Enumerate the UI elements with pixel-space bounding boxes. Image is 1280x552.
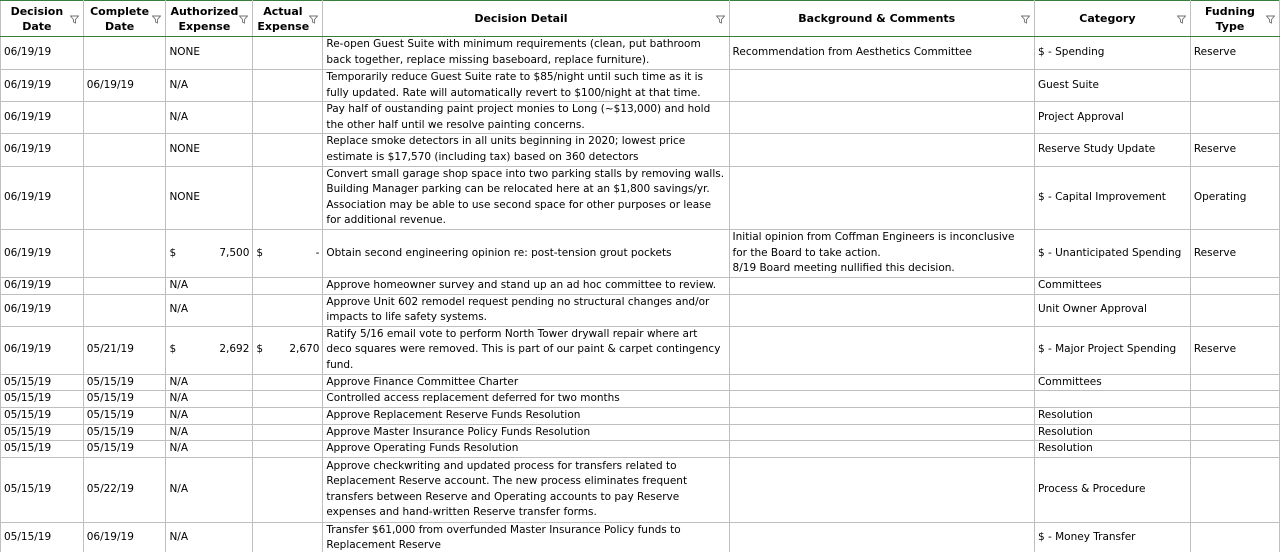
filter-dropdown-icon[interactable] [1266,15,1275,24]
currency-symbol: $ [169,246,177,259]
actual-expense-cell[interactable] [253,522,323,552]
decision-date-cell[interactable]: 06/19/19 [1,166,84,229]
column-header-complete-date [83,1,166,37]
table-row [1,70,1280,102]
decision-date-cell[interactable]: 06/19/19 [1,294,84,326]
background-comments-cell[interactable] [729,102,1034,134]
background-comments-cell[interactable] [729,457,1034,522]
category-cell[interactable] [1034,391,1190,408]
authorized-expense-cell[interactable]: N/A [166,457,253,522]
decision-detail-cell[interactable]: Approve checkwriting and updated process for transfers related to Replacement Reserve account. The new process eliminates frequent transfers between Reserve and Operating accounts to pay Reserve expenses and hand-written Reserve transfer forms. [323,457,729,522]
decision-detail-cell[interactable]: Approve Operating Funds Resolution [323,441,729,458]
decision-detail-cell[interactable]: Approve Finance Committee Charter [323,374,729,391]
background-comments-cell[interactable] [729,391,1034,408]
funding-type-cell[interactable] [1190,102,1279,134]
complete-date-cell[interactable] [83,229,166,277]
decision-date-cell[interactable]: 05/15/19 [1,391,84,408]
category-cell[interactable]: Unit Owner Approval [1034,294,1190,326]
category-cell[interactable]: Committees [1034,374,1190,391]
background-comments-cell[interactable] [729,522,1034,552]
table-row [1,424,1280,441]
decision-date-cell[interactable]: 06/19/19 [1,70,84,102]
complete-date-cell[interactable] [83,166,166,229]
complete-date-cell[interactable]: 06/19/19 [83,70,166,102]
funding-type-cell[interactable] [1190,277,1279,294]
funding-type-cell[interactable] [1190,294,1279,326]
actual-expense-cell[interactable] [253,424,323,441]
complete-date-cell[interactable]: 05/15/19 [83,407,166,424]
actual-expense-cell[interactable] [253,70,323,102]
decision-date-cell[interactable]: 05/15/19 [1,374,84,391]
funding-type-cell[interactable]: Reserve [1190,134,1279,166]
header-row [1,1,1280,37]
decision-detail-cell[interactable]: Approve homeowner survey and stand up an ad hoc committee to review. [323,277,729,294]
funding-type-cell[interactable] [1190,522,1279,552]
funding-type-cell[interactable]: Reserve [1190,37,1279,70]
category-cell[interactable]: Resolution [1034,441,1190,458]
funding-type-cell[interactable]: Operating [1190,166,1279,229]
actual-expense-cell[interactable] [253,37,323,70]
table-row [1,277,1280,294]
column-header-actual-expense [253,1,323,37]
table-row [1,134,1280,166]
decision-detail-cell[interactable]: Approve Master Insurance Policy Funds Resolution [323,424,729,441]
decision-detail-cell[interactable]: Controlled access replacement deferred for two months [323,391,729,408]
complete-date-cell[interactable]: 05/15/19 [83,391,166,408]
category-cell[interactable]: Process & Procedure [1034,457,1190,522]
decision-date-cell[interactable]: 05/15/19 [1,407,84,424]
column-header-label: Authorized Expense [170,4,239,33]
column-header-label: Category [1079,12,1136,25]
table-body [1,37,1280,552]
complete-date-cell[interactable]: 05/15/19 [83,441,166,458]
authorized-expense-cell[interactable]: N/A [166,424,253,441]
background-comments-cell[interactable] [729,70,1034,102]
column-header-label: Actual Expense [257,4,310,33]
category-cell[interactable]: $ - Spending [1034,37,1190,70]
actual-expense-cell[interactable] [253,294,323,326]
actual-expense-cell[interactable] [253,229,323,277]
actual-expense-cell[interactable] [253,391,323,408]
actual-expense-cell[interactable] [253,134,323,166]
decision-detail-cell[interactable]: Temporarily reduce Guest Suite rate to $85/night until such time as it is fully updated. Rate will automatically revert to $100/night at that time. [323,70,729,102]
column-header-decision-date [1,1,84,37]
actual-expense-cell[interactable] [253,374,323,391]
authorized-expense-cell[interactable]: NONE [166,166,253,229]
background-comments-cell[interactable] [729,374,1034,391]
complete-date-cell[interactable] [83,277,166,294]
actual-expense-cell[interactable] [253,407,323,424]
decision-date-cell[interactable]: 05/15/19 [1,522,84,552]
decision-detail-cell[interactable]: Obtain second engineering opinion re: post-tension grout pockets [323,229,729,277]
authorized-expense-cell[interactable]: N/A [166,102,253,134]
filter-dropdown-icon[interactable] [239,15,248,24]
table-row [1,326,1280,374]
decision-date-cell[interactable]: 06/19/19 [1,277,84,294]
table-row [1,37,1280,70]
authorized-expense-cell[interactable]: N/A [166,407,253,424]
authorized-expense-cell[interactable]: N/A [166,294,253,326]
funding-type-cell[interactable] [1190,441,1279,458]
complete-date-cell[interactable] [83,102,166,134]
category-cell[interactable]: Guest Suite [1034,70,1190,102]
funding-type-cell[interactable] [1190,457,1279,522]
actual-expense-cell[interactable] [253,457,323,522]
amount-value: - [315,246,320,259]
filter-dropdown-icon[interactable] [1177,15,1186,24]
column-header-decision-detail [323,1,729,37]
decision-date-cell[interactable]: 06/19/19 [1,37,84,70]
amount-value: 2,670 [289,343,320,356]
actual-expense-cell[interactable] [253,277,323,294]
currency-symbol: $ [256,343,264,356]
filter-dropdown-icon[interactable] [1021,15,1030,24]
filter-dropdown-icon[interactable] [309,15,318,24]
category-cell[interactable]: $ - Money Transfer [1034,522,1190,552]
table-row [1,441,1280,458]
category-cell[interactable]: Resolution [1034,407,1190,424]
funding-type-cell[interactable]: Reserve [1190,229,1279,277]
decision-date-cell[interactable]: 06/19/19 [1,229,84,277]
background-comments-cell[interactable] [729,166,1034,229]
authorized-expense-cell[interactable]: N/A [166,391,253,408]
category-cell[interactable]: $ - Capital Improvement [1034,166,1190,229]
amount-value: 7,500 [219,246,250,259]
decision-date-cell[interactable]: 06/19/19 [1,102,84,134]
actual-expense-cell[interactable] [253,102,323,134]
authorized-expense-cell[interactable] [166,326,253,374]
background-comments-cell[interactable] [729,277,1034,294]
authorized-expense-cell[interactable]: NONE [166,37,253,70]
background-comments-cell[interactable] [729,326,1034,374]
decision-detail-cell[interactable]: Transfer $61,000 from overfunded Master Insurance Policy funds to Replacement Reserve [323,522,729,552]
decision-detail-cell[interactable]: Convert small garage shop space into two parking stalls by removing walls. Building Manager parking can be relocated here at an $1,800 savings/yr. Association may be able to use second space for other purposes or lease for additional revenue. [323,166,729,229]
decision-date-cell[interactable]: 06/19/19 [1,134,84,166]
amount-value: 2,692 [219,343,250,356]
currency-symbol: $ [256,246,264,259]
complete-date-cell[interactable]: 06/19/19 [83,522,166,552]
column-header-label: Complete Date [90,4,150,33]
decision-detail-cell[interactable]: Re-open Guest Suite with minimum requirements (clean, put bathroom back together, replace missing baseboard, replace furniture). [323,37,729,70]
funding-type-cell[interactable] [1190,424,1279,441]
decision-date-cell[interactable]: 05/15/19 [1,424,84,441]
category-cell[interactable]: $ - Major Project Spending [1034,326,1190,374]
funding-type-cell[interactable] [1190,391,1279,408]
background-comments-cell[interactable] [729,134,1034,166]
decision-detail-cell[interactable]: Pay half of oustanding paint project monies to Long (~$13,000) and hold the other half until we resolve painting concerns. [323,102,729,134]
filter-dropdown-icon[interactable] [152,15,161,24]
funding-type-cell[interactable] [1190,374,1279,391]
complete-date-cell[interactable]: 05/15/19 [83,374,166,391]
currency-symbol: $ [169,343,177,356]
background-comments-cell[interactable] [729,424,1034,441]
funding-type-cell[interactable] [1190,70,1279,102]
category-cell[interactable]: Committees [1034,277,1190,294]
funding-type-cell[interactable]: Reserve [1190,326,1279,374]
column-header-funding-type [1190,1,1279,37]
background-comments-cell[interactable] [729,407,1034,424]
actual-expense-cell[interactable] [253,441,323,458]
table-row [1,166,1280,229]
complete-date-cell[interactable]: 05/21/19 [83,326,166,374]
filter-dropdown-icon[interactable] [716,15,725,24]
background-comments-cell[interactable]: Recommendation from Aesthetics Committee [729,37,1034,70]
column-header-label: Background & Comments [798,12,956,25]
column-header-label: Decision Date [10,4,64,33]
column-header-label: Decision Detail [474,12,568,25]
category-cell[interactable]: Reserve Study Update [1034,134,1190,166]
table-row [1,102,1280,134]
table-row [1,391,1280,408]
complete-date-cell[interactable]: 05/22/19 [83,457,166,522]
complete-date-cell[interactable] [83,37,166,70]
category-cell[interactable]: Resolution [1034,424,1190,441]
funding-type-cell[interactable] [1190,407,1279,424]
table-row [1,294,1280,326]
column-header-category [1034,1,1190,37]
decision-date-cell[interactable]: 06/19/19 [1,326,84,374]
decision-detail-cell[interactable]: Replace smoke detectors in all units beginning in 2020; lowest price estimate is $17,570 (including tax) based on 360 detectors [323,134,729,166]
authorized-expense-cell[interactable]: N/A [166,522,253,552]
column-header-label: Fudning Type [1204,4,1255,33]
table-row [1,522,1280,552]
table-row [1,407,1280,424]
authorized-expense-cell[interactable]: N/A [166,374,253,391]
background-comments-cell[interactable] [729,294,1034,326]
authorized-expense-cell[interactable] [166,229,253,277]
actual-expense-cell[interactable] [253,166,323,229]
column-header-authorized-expense [166,1,253,37]
authorized-expense-cell[interactable]: NONE [166,134,253,166]
complete-date-cell[interactable] [83,294,166,326]
complete-date-cell[interactable]: 05/15/19 [83,424,166,441]
decision-date-cell[interactable]: 05/15/19 [1,457,84,522]
decision-detail-cell[interactable]: Ratify 5/16 email vote to perform North Tower drywall repair where art deco squares were removed. This is part of our paint & carpet contingency fund. [323,326,729,374]
column-header-background [729,1,1034,37]
decision-detail-cell[interactable]: Approve Replacement Reserve Funds Resolution [323,407,729,424]
category-cell[interactable]: $ - Unanticipated Spending [1034,229,1190,277]
background-comments-cell[interactable]: Initial opinion from Coffman Engineers is inconclusive for the Board to take action. 8/19 Board meeting nullified this decision. [729,229,1034,277]
table-row [1,229,1280,277]
background-comments-cell[interactable] [729,441,1034,458]
decision-date-cell[interactable]: 05/15/19 [1,441,84,458]
filter-dropdown-icon[interactable] [70,15,79,24]
table-row [1,374,1280,391]
complete-date-cell[interactable] [83,134,166,166]
authorized-expense-cell[interactable]: N/A [166,441,253,458]
actual-expense-cell[interactable] [253,326,323,374]
category-cell[interactable]: Project Approval [1034,102,1190,134]
table-row [1,457,1280,522]
authorized-expense-cell[interactable]: N/A [166,277,253,294]
decision-detail-cell[interactable]: Approve Unit 602 remodel request pending no structural changes and/or impacts to life safety systems. [323,294,729,326]
authorized-expense-cell[interactable]: N/A [166,70,253,102]
